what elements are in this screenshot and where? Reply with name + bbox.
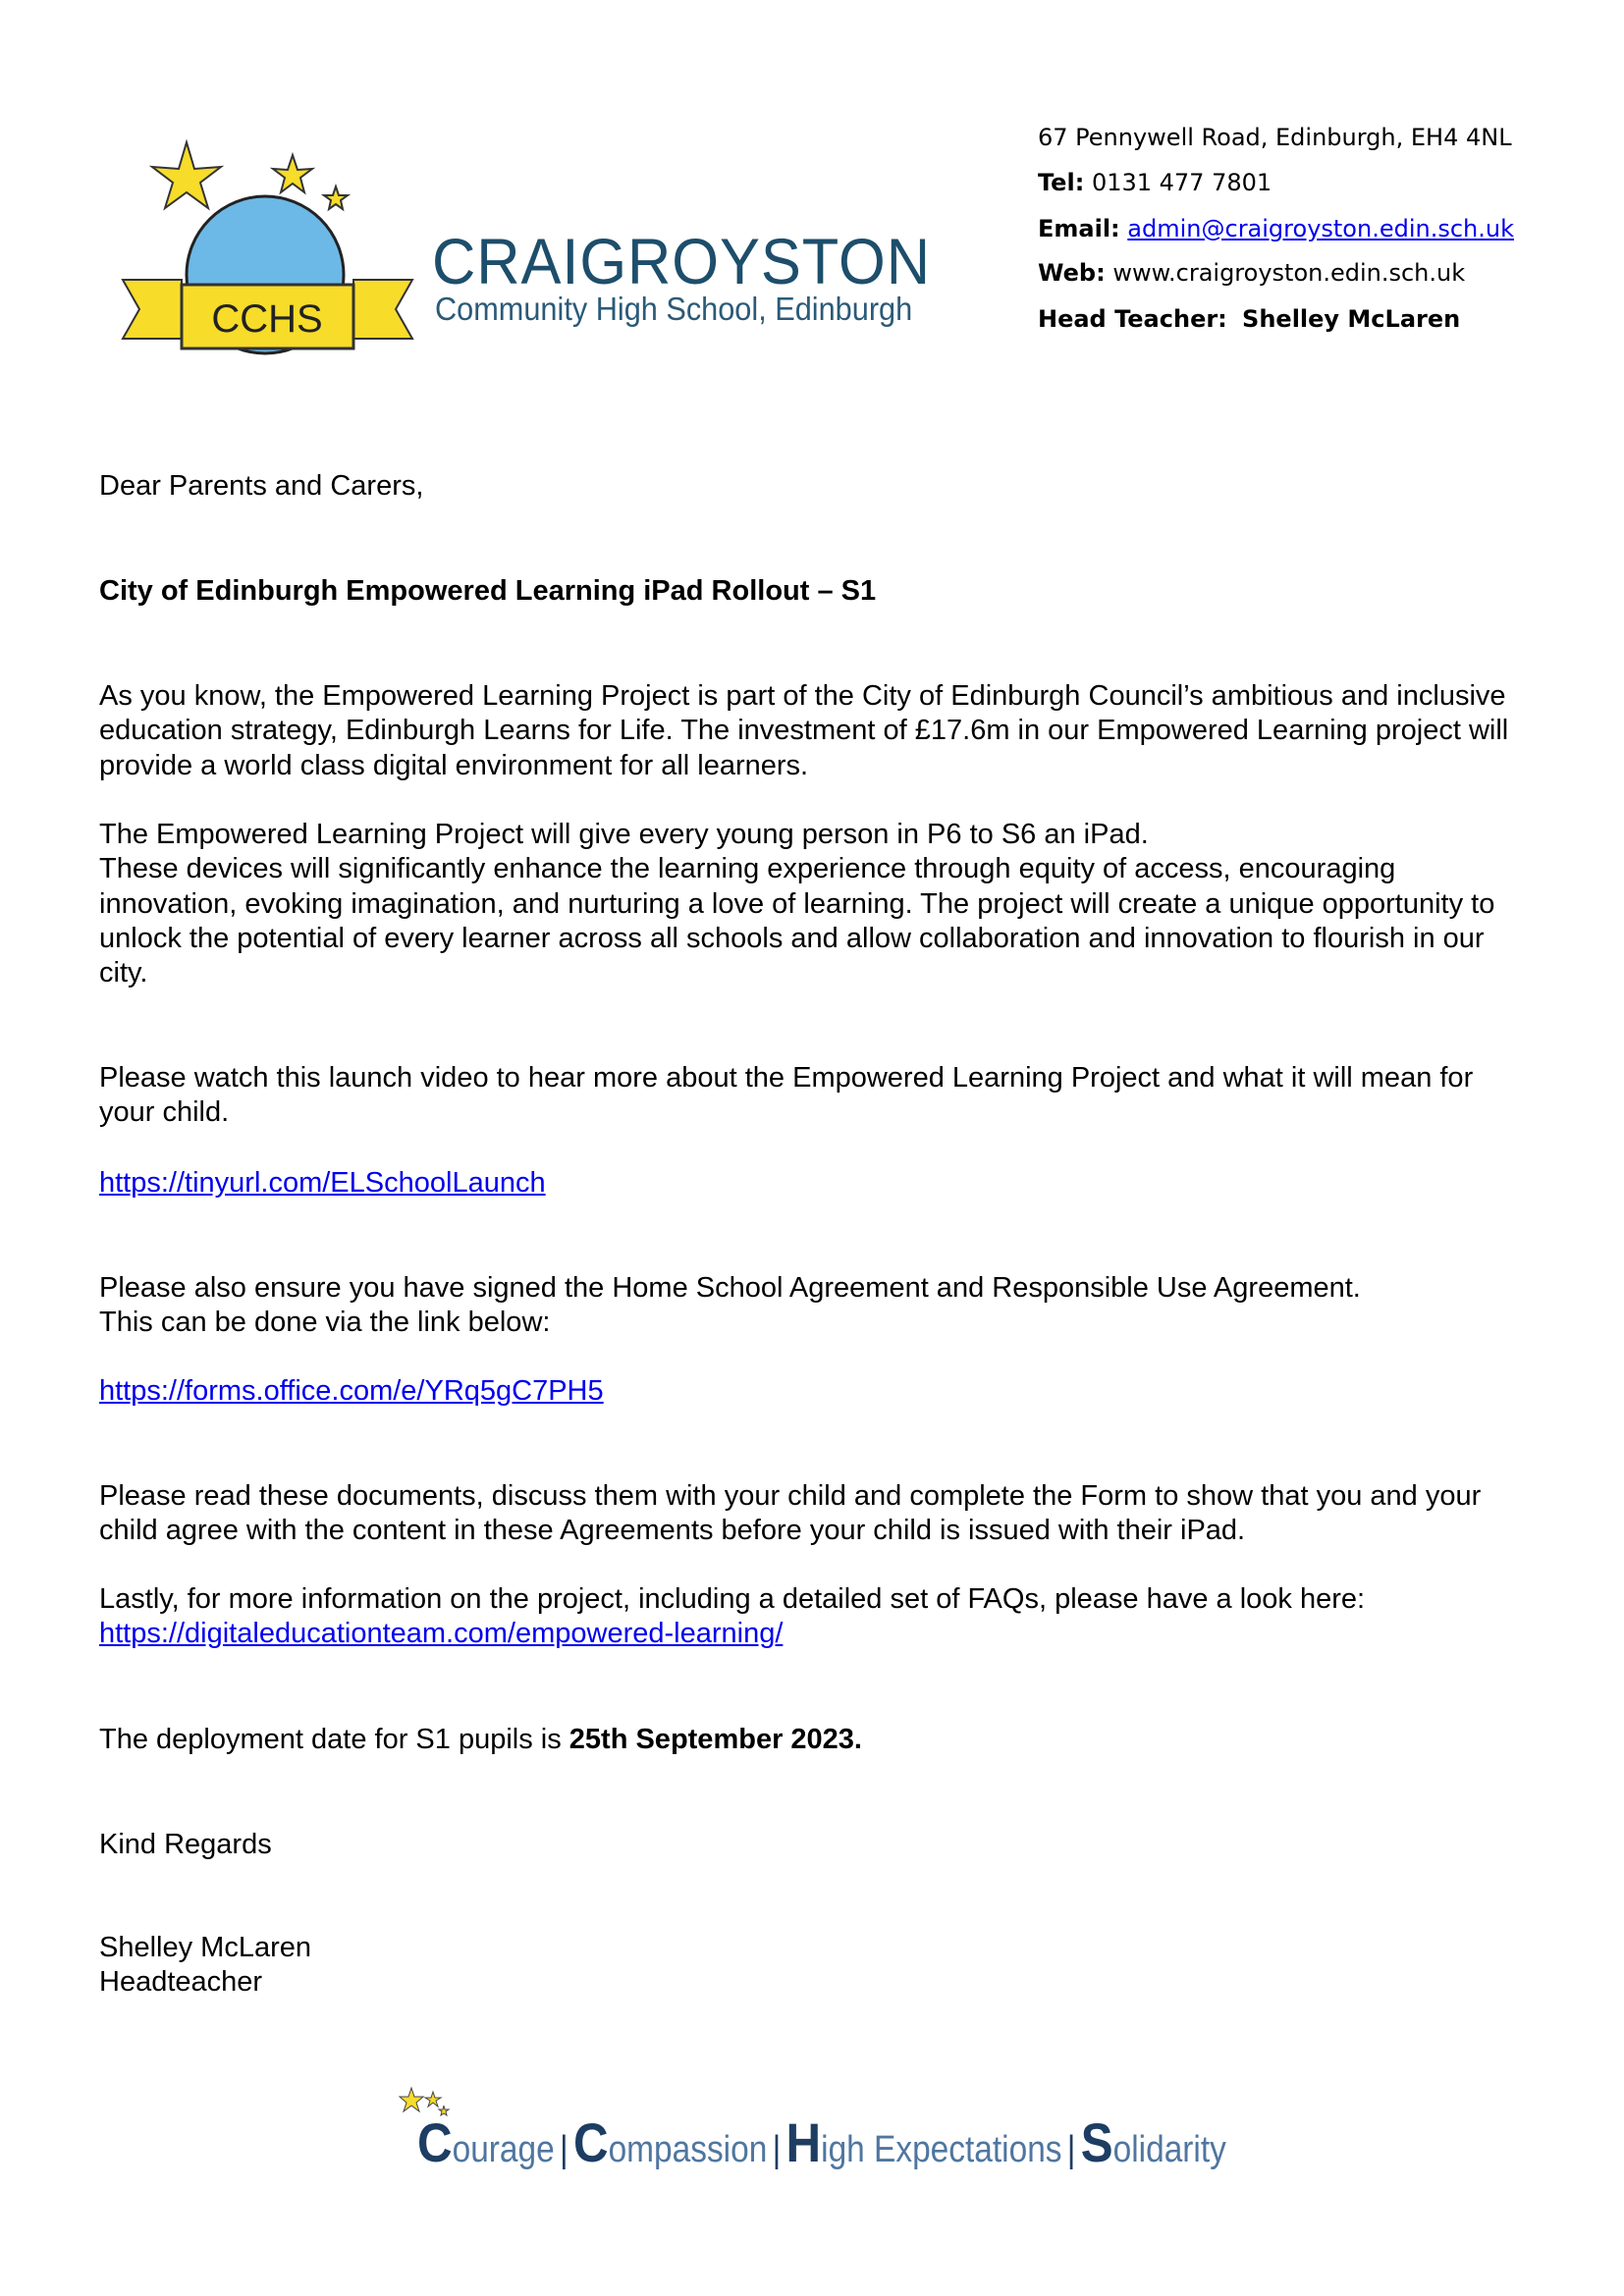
paragraph-ipad-line1: The Empowered Learning Project will give every young person in P6 to S6 an iPad.	[99, 819, 1149, 850]
paragraph-read-documents: Please read these documents, discuss them with your child and complete the Form to show that you and your child agree with the content in these Agreements before your child is issued with their iPad.	[99, 1480, 1482, 1547]
closing: Kind Regards	[99, 1829, 272, 1860]
value-high-expectations: igh Expectations	[821, 2129, 1062, 2170]
paragraph-more-info	[99, 1582, 1533, 1652]
paragraph-intro: As you know, the Empowered Learning Project is part of the City of Edinburgh Council’s ambitious and inclusive education strategy, Edinburgh Learns for Life. The investment of £17.6m in our Empowered Learning project will provide a world class digital environment for all learners.	[99, 680, 1509, 781]
value-high-expectations-initial: H	[785, 2111, 822, 2173]
school-web	[1038, 258, 1465, 288]
logo-school-subtitle: Community High School, Edinburgh	[435, 291, 913, 327]
value-courage: ourage	[452, 2129, 555, 2170]
separator: |	[1066, 2129, 1076, 2170]
paragraph-ipad-body: These devices will significantly enhance the learning experience through equity of access, encouraging innovation, evoking imagination, and nurturing a love of learning. The project will create a unique opportunity to unlock the potential of every learner across all schools and allow collaboration and innovation to flourish in our city.	[99, 853, 1495, 989]
signer-role: Headteacher	[99, 1966, 263, 1999]
logo-badge-text: CCHS	[211, 297, 323, 341]
letter-title: City of Edinburgh Empowered Learning iPad Rollout – S1	[99, 575, 877, 607]
tel-label: Tel:	[1038, 169, 1085, 196]
value-solidarity-initial: S	[1080, 2111, 1113, 2173]
value-compassion: ompassion	[608, 2129, 768, 2170]
deployment-date-value: 25th September 2023.	[568, 1724, 862, 1755]
paragraph-more-info-text: Lastly, for more information on the project, including a detailed set of FAQs, please have a look here:	[99, 1583, 1366, 1615]
value-compassion-initial: C	[572, 2111, 609, 2173]
separator: |	[772, 2129, 782, 2170]
paragraph-ipad	[99, 818, 1533, 990]
tel-value: 0131 477 7801	[1091, 169, 1272, 196]
paragraph-video: Please watch this launch video to hear more about the Empowered Learning Project and what it will mean for your child.	[99, 1062, 1474, 1129]
head-name: Shelley McLaren	[1242, 305, 1461, 333]
school-crest-logo	[118, 137, 417, 363]
greeting: Dear Parents and Carers,	[99, 470, 424, 502]
web-value: www.craigroyston.edin.sch.uk	[1112, 259, 1466, 287]
paragraph-agreements-line2: This can be done via the link below:	[99, 1307, 551, 1339]
head-teacher	[1038, 304, 1460, 334]
school-address: 67 Pennywell Road, Edinburgh, EH4 4NL	[1038, 124, 1512, 151]
school-tel	[1038, 168, 1272, 197]
separator: |	[560, 2129, 568, 2170]
school-email	[1038, 214, 1514, 243]
value-courage-initial: C	[417, 2111, 453, 2173]
value-solidarity: olidarity	[1112, 2129, 1226, 2170]
head-label: Head Teacher:	[1038, 305, 1227, 333]
email-label: Email:	[1038, 215, 1120, 242]
signer-name: Shelley McLaren	[99, 1932, 311, 1963]
paragraph-agreements-line1: Please also ensure you have signed the Home School Agreement and Responsible Use Agreement.	[99, 1272, 1361, 1304]
paragraph-agreements	[99, 1271, 1533, 1341]
signature	[99, 1931, 1533, 2001]
faq-link[interactable]: https://digitaleducationteam.com/empowered-learning/	[99, 1618, 784, 1650]
web-label: Web:	[1038, 259, 1106, 287]
school-values-motto	[417, 2110, 1226, 2174]
agreement-form-link[interactable]: https://forms.office.com/e/YRq5gC7PH5	[99, 1375, 604, 1407]
deployment-date	[99, 1723, 1533, 1757]
deployment-text: The deployment date for S1 pupils is	[99, 1724, 569, 1755]
launch-video-link[interactable]: https://tinyurl.com/ELSchoolLaunch	[99, 1167, 546, 1199]
email-link[interactable]: admin@craigroyston.edin.sch.uk	[1127, 215, 1514, 242]
logo-school-name: CRAIGROYSTON	[432, 225, 931, 297]
